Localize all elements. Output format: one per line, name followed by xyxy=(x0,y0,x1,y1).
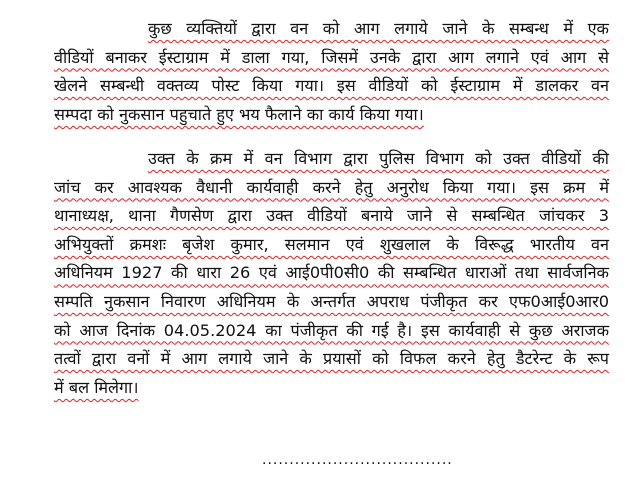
paragraph-1 xyxy=(54,15,609,129)
paragraph-2-line-6: सम्पति नुकसान निवारण अधिनियम के अन्तर्गत अपराध पंजीकृत कर एफ0आई0आर0 xyxy=(54,291,609,311)
paragraph-2-line-2: जांच कर आवश्यक वैधानी कार्यवाही करने हेतु अनुरोध किया गया। इस क्रम में xyxy=(54,177,609,197)
paragraph-2-line-8: तत्वों द्वारा वनों में आग लगाये जाने के प्रयासों को विफल करने हेतु डैटरेन्ट के रूप xyxy=(54,349,609,369)
paragraph-1-line-4: सम्पदा को नुकसान पहुचाते हुए भय फैलाने का कार्य किया गया। xyxy=(54,104,424,124)
paragraph-1-line-3: खेलने सम्बन्धी वक्तव्य पोस्ट किया गया। इस वीडियों को ईस्टाग्राम में डालकर वन xyxy=(54,76,610,96)
paragraph-2-line-5: अधिनियम 1927 की धारा 26 एवं आई0पी0सी0 की सम्बन्धित धाराओं तथा सार्वजनिक xyxy=(54,263,609,283)
paragraph-2-line-3: थानाध्यक्ष, थाना गैणसेण द्वारा उक्त वीडियों बनाये जाने से सम्बन्धित जांचकर 3 xyxy=(54,206,609,226)
paragraph-1-line-2: वीडियों बनाकर ईस्टाग्राम में डाला गया, जिसमें उनके द्वारा आग लगाने एवं आग से xyxy=(54,47,609,67)
paragraph-2-line-4: अभियुक्तों क्रमशः बृजेश कुमार, सलमान एवं शुखलाल के विरूद्ध भारतीय वन xyxy=(54,234,609,254)
separator-dots: ................................... xyxy=(262,452,453,468)
paragraph-2 xyxy=(54,145,609,402)
paragraph-2-line-7: को आज दिनांक 04.05.2024 का पंजीकृत की गई है। इस कार्यवाही से कुछ अराजक xyxy=(54,320,609,340)
paragraph-2-line-9: में बल मिलेगा। xyxy=(54,377,139,397)
paragraph-1-line-1: कुछ व्यक्तियों द्वारा वन को आग लगाये जाने के सम्बन्ध में एक xyxy=(148,19,609,38)
paragraph-2-line-1: उक्त के क्रम में वन विभाग द्वारा पुलिस विभाग को उक्त वीडियों की xyxy=(148,149,609,168)
